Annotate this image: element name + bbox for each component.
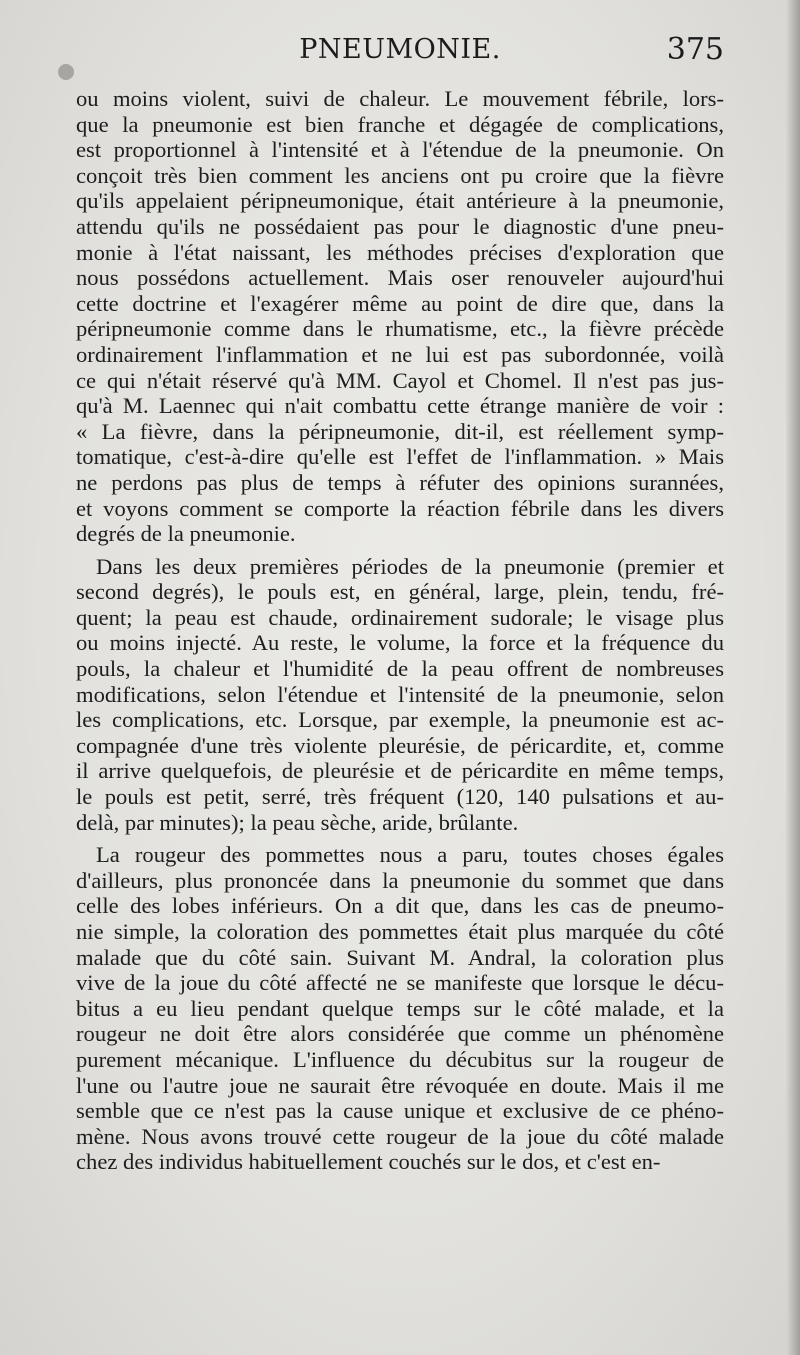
text-line: d'ailleurs, plus prononcée dans la pneumonie du sommet que dans [76,867,724,893]
text-line: qu'à M. Laennec qui n'ait combattu cette étrange manière de voir : [76,393,724,419]
text-line: compagnée d'une très violente pleurésie, de péricardite, et, comme [76,732,724,758]
text-line: degrés de la pneumonie. [76,521,296,547]
text-line: quent; la peau est chaude, ordinairement sudorale; le visage plus [76,604,724,630]
text-line: tomatique, c'est-à-dire qu'elle est l'effet de l'inflammation. » Mais [76,444,724,470]
text-line: vive de la joue du côté affecté ne se manifeste que lorsque le décu- [76,970,724,996]
text-line: mène. Nous avons trouvé cette rougeur de la joue du côté malade [76,1123,724,1149]
text-line: cette doctrine et l'exagérer même au point de dire que, dans la [76,290,724,316]
text-line: « La fièvre, dans la péripneumonie, dit-il, est réellement symp- [76,418,724,444]
text-line: rougeur ne doit être alors considérée que comme un phénomène [76,1021,724,1047]
page-header [0,34,800,74]
text-line: Dans les deux premières périodes de la pneumonie (premier et [96,553,724,579]
page-edge-shadow [786,0,800,1355]
text-line: ordinairement l'inflammation et ne lui est pas subordonnée, voilà [76,341,724,367]
paragraph-gap [76,547,724,554]
text-line: bitus a eu lieu pendant quelque temps sur le côté malade, et la [76,995,724,1021]
text-line: pouls, la chaleur et l'humidité de la peau offrent de nombreuses [76,656,724,682]
page-number: 375 [666,32,724,67]
text-line: qu'ils appelaient péripneumonique, était antérieure à la pneumonie, [76,188,724,214]
text-line: second degrés), le pouls est, en général, large, plein, tendu, fré- [76,579,724,605]
text-line: ou moins injecté. Au reste, le volume, la force et la fréquence du [76,630,724,656]
text-line: chez des individus habituellement couchés sur le dos, et c'est en- [76,1149,661,1175]
text-line: nie simple, la coloration des pommettes était plus marquée du côté [76,919,724,944]
paragraph [76,86,724,547]
text-line: ne perdons pas plus de temps à réfuter des opinions surannées, [76,469,724,495]
text-line: et voyons comment se comporte la réaction fébrile dans les divers [76,495,724,521]
text-line: celle des lobes inférieurs. On a dit que, dans les cas de pneumo- [76,893,724,919]
text-line: purement mécanique. L'influence du décubitus sur la rougeur de [76,1046,724,1072]
running-head: PNEUMONIE. [299,34,501,65]
text-line: l'une ou l'autre joue ne saurait être révoquée en doute. Mais il me [76,1072,724,1098]
text-line: modifications, selon l'étendue et l'intensité de la pneumonie, selon [76,681,724,707]
text-line: les complications, etc. Lorsque, par exemple, la pneumonie est ac- [76,707,724,733]
text-line: est proportionnel à l'intensité et à l'étendue de la pneumonie. On [76,137,724,163]
paragraph [76,554,724,836]
body-text [76,86,724,1175]
text-line: ce qui n'était réservé qu'à MM. Cayol et Chomel. Il n'est pas jus- [76,367,724,393]
text-line: semble que ce n'est pas la cause unique et exclusive de ce phéno- [76,1098,724,1124]
text-line: attendu qu'ils ne possédaient pas pour le diagnostic d'une pneu- [76,213,724,239]
text-line: delà, par minutes); la peau sèche, aride, brûlante. [76,809,519,835]
text-line: le pouls est petit, serré, très fréquent (120, 140 pulsations et au- [76,784,724,810]
text-line: péripneumonie comme dans le rhumatisme, etc., la fièvre précède [76,316,724,342]
text-line: malade que du côté sain. Suivant M. Andral, la coloration plus [76,944,724,970]
text-line: il arrive quelquefois, de pleurésie et de péricardite en même temps, [76,758,724,784]
text-line: conçoit très bien comment les anciens ont pu croire que la fièvre [76,162,724,188]
paragraph-gap [76,835,724,842]
paragraph [76,842,724,1175]
text-line: monie à l'état naissant, les méthodes précises d'exploration que [76,239,724,265]
text-line: La rougeur des pommettes nous a paru, toutes choses égales [96,842,724,868]
text-line: que la pneumonie est bien franche et dégagée de complications, [76,111,724,137]
text-line: nous possédons actuellement. Mais oser renouveler aujourd'hui [76,265,724,291]
text-line: ou moins violent, suivi de chaleur. Le mouvement fébrile, lors- [76,86,724,111]
